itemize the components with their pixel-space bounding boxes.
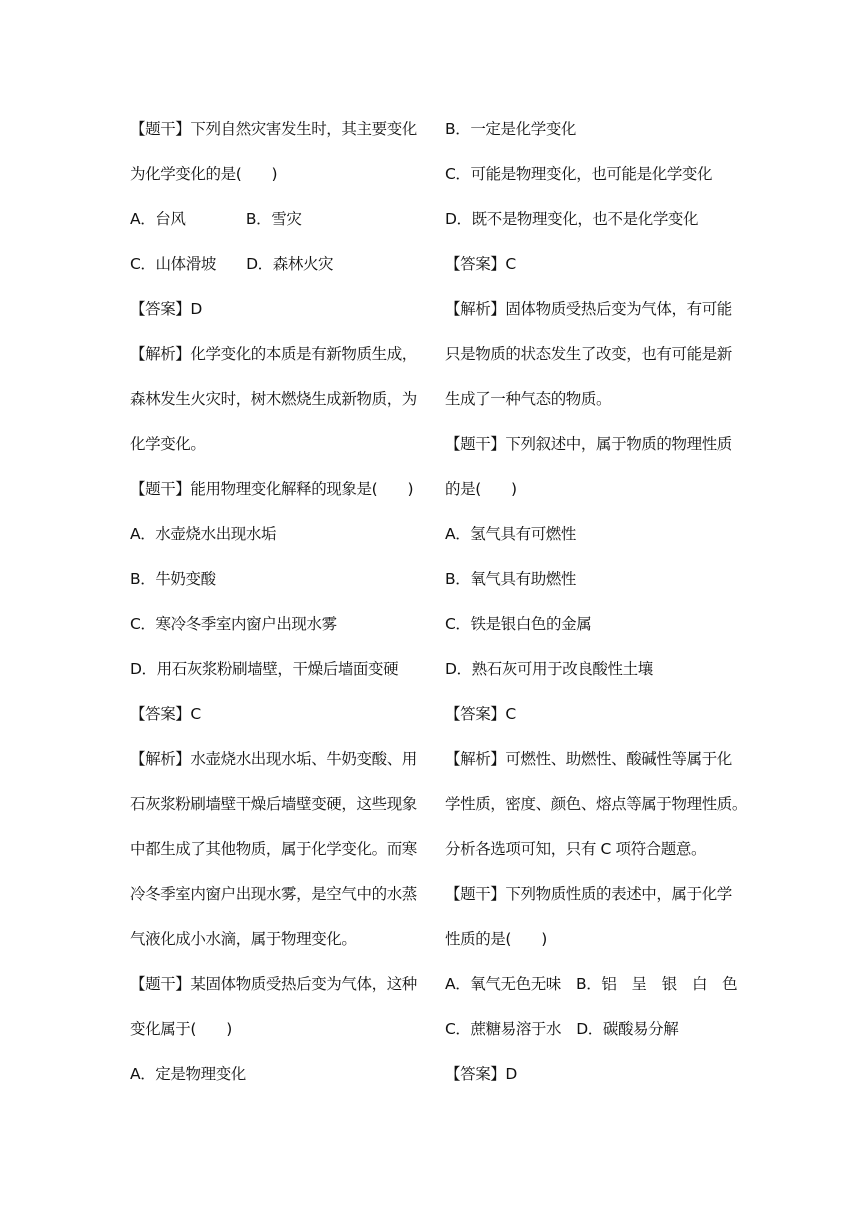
right-column [445, 107, 748, 1097]
text-line: 【答案】D [130, 300, 202, 318]
text-line: D．熟石灰可用于改良酸性土壤 [445, 660, 653, 678]
text-line: 变化属于( ) [130, 1020, 232, 1038]
text-line: 【解析】水壶烧水出现水垢、牛奶变酸、用 [130, 750, 417, 768]
text-line: 冷冬季室内窗户出现水雾，是空气中的水蒸 [130, 885, 417, 903]
text-line: 学性质，密度、颜色、熔点等属于物理性质。 [445, 795, 748, 813]
text-line: C．山体滑坡 D．森林火灾 [130, 255, 334, 273]
text-line: 【题干】下列自然灾害发生时，其主要变化 [130, 120, 417, 138]
text-line: A．氢气具有可燃性 [445, 525, 577, 543]
text-line: B．一定是化学变化 [445, 120, 577, 138]
text-line: C．寒冷冬季室内窗户出现水雾 [130, 615, 337, 633]
text-line: 【题干】下列物质性质的表述中，属于化学 [445, 885, 732, 903]
text-line: 为化学变化的是( ) [130, 165, 278, 183]
text-line: D．用石灰浆粉刷墙壁，干燥后墙面变硬 [130, 660, 399, 678]
text-line: 【解析】化学变化的本质是有新物质生成， [130, 345, 417, 363]
text-line: D．既不是物理变化，也不是化学变化 [445, 210, 699, 228]
text-line: 生成了一种气态的物质。 [445, 390, 612, 408]
text-line: 【答案】D [445, 1065, 517, 1083]
text-line: B．牛奶变酸 [130, 570, 216, 588]
text-line: B．氧气具有助燃性 [445, 570, 577, 588]
text-line: 中都生成了其他物质，属于化学变化。而寒 [130, 840, 417, 858]
text-line: 【答案】C [445, 705, 516, 723]
text-line: 分析各选项可知，只有 C 项符合题意。 [445, 840, 707, 858]
text-line: C．铁是银白色的金属 [445, 615, 592, 633]
text-line: 【题干】能用物理变化解释的现象是( ) [130, 480, 414, 498]
text-line: A．台风 B．雪灾 [130, 210, 302, 228]
text-line: 只是物质的状态发生了改变，也有可能是新 [445, 345, 732, 363]
text-line: 【解析】可燃性、助燃性、酸碱性等属于化 [445, 750, 732, 768]
text-line: C．蔗糖易溶于水 D．碳酸易分解 [445, 1020, 679, 1038]
text-line: 【解析】固体物质受热后变为气体，有可能 [445, 300, 732, 318]
text-line: 森林发生火灾时，树木燃烧生成新物质，为 [130, 390, 417, 408]
text-line: 性质的是( ) [445, 930, 547, 948]
text-line: 化学变化。 [130, 435, 206, 453]
text-line: 【答案】C [445, 255, 516, 273]
left-column [130, 107, 420, 1097]
text-line: 石灰浆粉刷墙壁干燥后墙壁变硬，这些现象 [130, 795, 417, 813]
text-line: A．氧气无色无味 B．铝 呈 银 白 色 [445, 975, 738, 993]
text-line: 【题干】某固体物质受热后变为气体，这种 [130, 975, 417, 993]
text-line: 【题干】下列叙述中，属于物质的物理性质 [445, 435, 732, 453]
text-line: 【答案】C [130, 705, 201, 723]
text-line: C．可能是物理变化，也可能是化学变化 [445, 165, 713, 183]
text-line: 的是( ) [445, 480, 517, 498]
text-line: A．水壶烧水出现水垢 [130, 525, 277, 543]
text-line: A．定是物理变化 [130, 1065, 246, 1083]
text-line: 气液化成小水滴，属于物理变化。 [130, 930, 357, 948]
